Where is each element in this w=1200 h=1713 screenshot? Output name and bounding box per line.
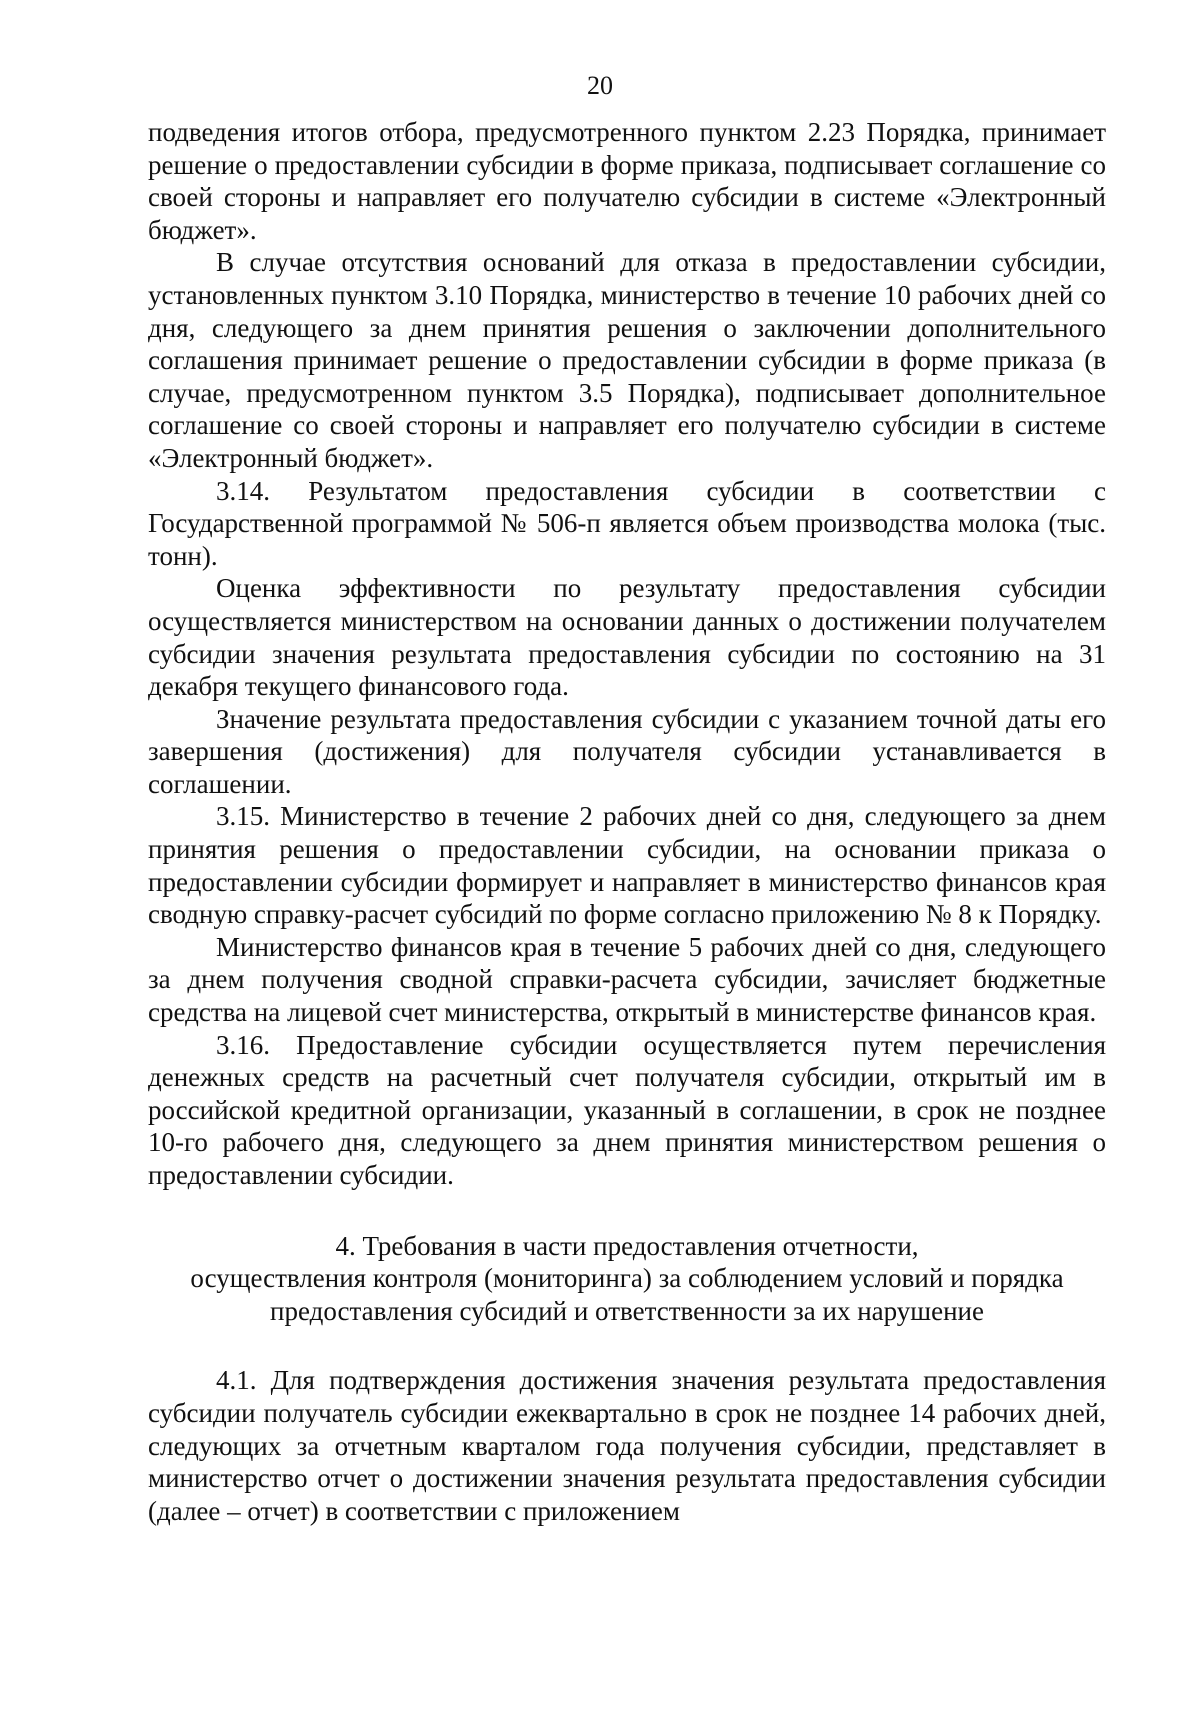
paragraph-continuation: подведения итогов отбора, предусмотренного пунктом 2.23 Порядка, принимает решение о предоставлении субсидии в форме приказа, подписывает соглашение со своей стороны и направляет его получателю субсидии в системе «Электронный бюджет». (148, 117, 1106, 245)
paragraph-3-15: 3.15. Министерство в течение 2 рабочих дней со дня, следующего за днем принятия решения о предоставлении субсидии, на основании приказа о предоставлении субсидии формирует и направляет в министерство финансов края сводную справку-расчет субсидий по форме согласно приложению № 8 к Порядку. (148, 801, 1106, 930)
section-heading (148, 1230, 1106, 1328)
paragraph-efficiency-assessment: Оценка эффективности по результату предоставления субсидии осуществляется министерством на основании данных о достижении получателем субсидии значения результата предоставления субсидии по состоянию на 31 декабря текущего финансового года. (148, 573, 1106, 702)
paragraph-4-1: 4.1. Для подтверждения достижения значения результата предоставления субсидии получатель субсидии ежеквартально в срок не позднее 14 рабочих дней, следующих за отчетным кварталом года получения субсидии, представляет в министерство отчет о достижении значения результата предоставления субсидии (далее – отчет) в соответствии с приложением (148, 1365, 1106, 1526)
paragraph-3-14: 3.14. Результатом предоставления субсидии в соответствии с Государственной программой № 506-п является объем производства молока (тыс. тонн). (148, 475, 1106, 571)
section-heading-line2: осуществления контроля (мониторинга) за соблюдением условий и порядка (190, 1263, 1064, 1294)
document-body (148, 116, 1106, 1527)
paragraph-no-grounds-refusal: В случае отсутствия оснований для отказа в предоставлении субсидии, установленных пунктом 3.10 Порядка, министерство в течение 10 рабочих дней со дня, следующего за днем принятия решения о заключении дополнительного соглашения принимает решение о предоставлении субсидии в форме приказа (в случае, предусмотренном пунктом 3.5 Порядка), подписывает дополнительное соглашение со своей стороны и направляет его получателю субсидии в системе «Электронный бюджет». (148, 247, 1106, 473)
page-number: 20 (587, 71, 613, 100)
paragraph-finance-ministry: Министерство финансов края в течение 5 рабочих дней со дня, следующего за днем получения сводной справки-расчета субсидии, зачисляет бюджетные средства на лицевой счет министерства, открытый в министерстве финансов края. (148, 931, 1106, 1028)
paragraph-result-value: Значение результата предоставления субсидии с указанием точной даты его завершения (достижения) для получателя субсидии устанавливается в соглашении. (148, 703, 1106, 799)
section-heading-line1: 4. Требования в части предоставления отчетности, (335, 1230, 919, 1261)
paragraph-3-16: 3.16. Предоставление субсидии осуществляется путем перечисления денежных средств на расчетный счет получателя субсидии, открытый им в российской кредитной организации, указанный в соглашении, в срок не позднее 10-го рабочего дня, следующего за днем принятия министерством решения о предоставлении субсидии. (148, 1029, 1106, 1190)
section-heading-line3: предоставления субсидий и ответственности за их нарушение (270, 1295, 984, 1326)
